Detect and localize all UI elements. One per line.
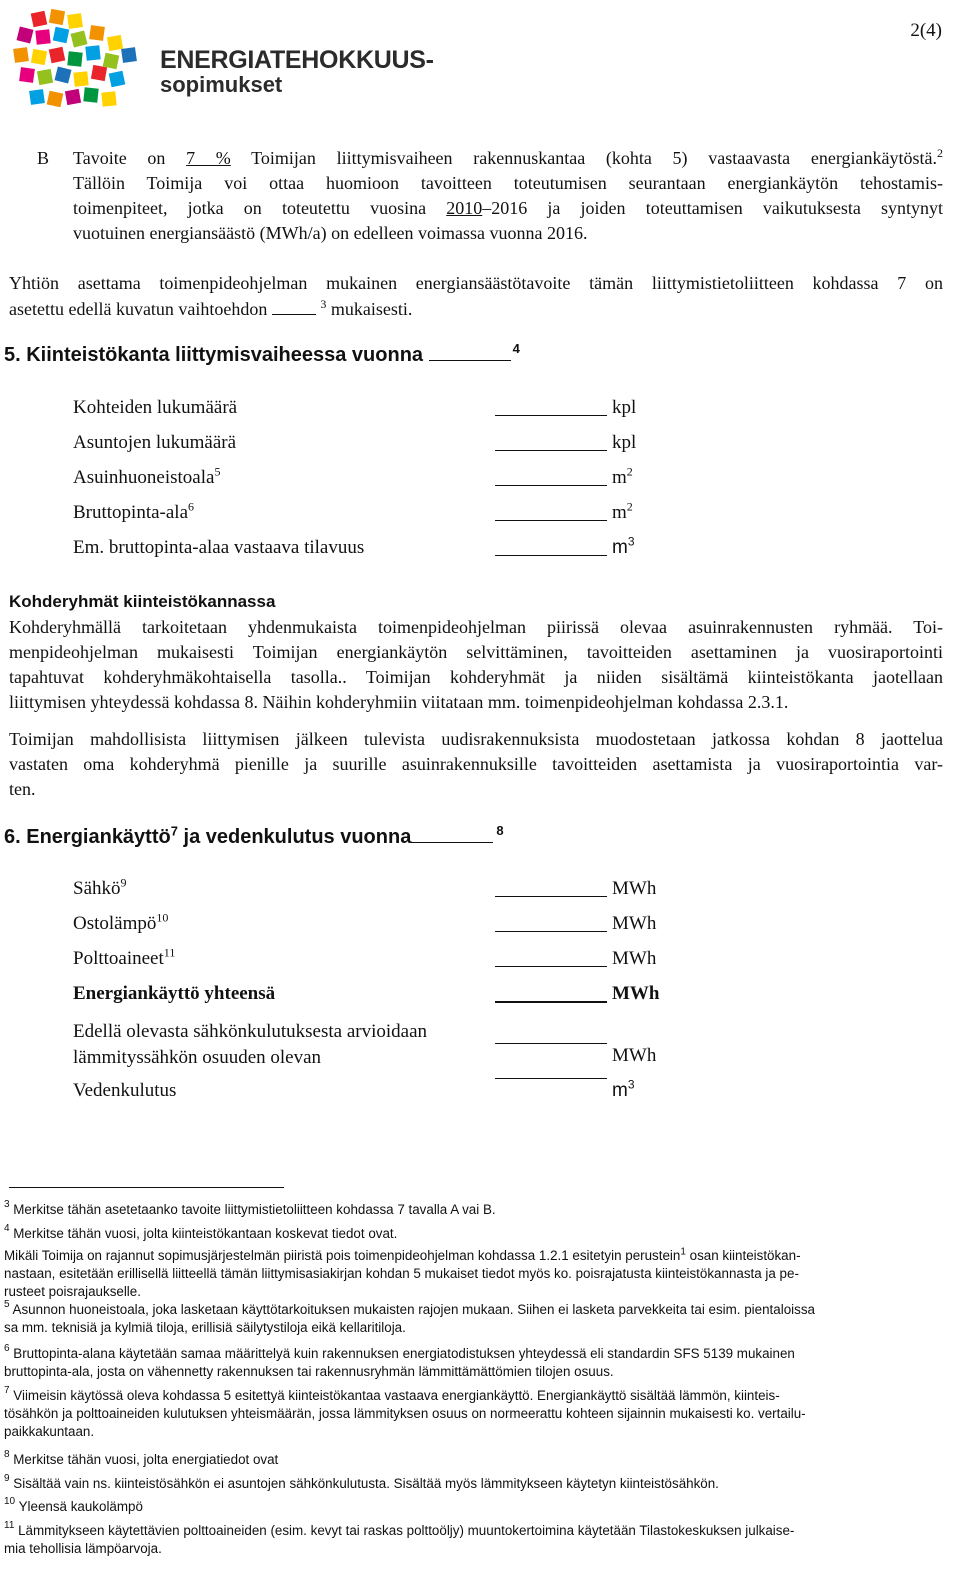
footnote-separator [9,1187,284,1188]
start-year: 2010 [446,198,483,218]
footnote: $^4$ Merkitse tähän vuosi, jolta kiinteistökantaan koskevat tiedot ovat. [4,1222,398,1241]
energy-row-unit: MWh [612,948,657,969]
kiinteisto-row-unit: $m^3$ [612,534,635,558]
kiinteisto-row-label: Asuntojen lukumäärä [73,432,237,453]
water-field[interactable] [495,1078,607,1079]
option-b-line-3: toimenpiteet, jotka on toteutettu vuosina 2010–2016 ja joiden toteuttamisen vaikutuksesta syntynyt [73,198,943,218]
energy-row-unit: MWh [612,983,660,1004]
energy-row-unit: MWh [612,878,657,899]
section-5-title: 5. Kiinteistökanta liittymisvaiheessa vuonna $^4$ [4,341,520,366]
footnote: $^{10}$ Yleensä kaukolämpö [4,1495,143,1514]
kiinteisto-row-unit: kpl [612,432,637,453]
energy-row-label: Ostolämpö$^{10}$ [73,910,169,934]
kiinteisto-row-unit: $m^2$ [612,499,633,523]
logo-mosaic-icon [10,6,152,116]
kiinteisto-row-field[interactable] [495,430,607,451]
target-groups-paragraph-2 [9,727,943,802]
option-b-line-2: Tällöin Toimija voi ottaa huomioon tavoitteen toteutumisen seurantaan energiankäytön tehostamis- [73,173,943,193]
program-line-2: asetettu edellä kuvatun vaihtoehdon $^3$ mukaisesti. [9,297,413,319]
kiinteisto-row-unit: $m^2$ [612,464,633,488]
kiinteisto-row-label: Bruttopinta-ala$^6$ [73,499,195,523]
kiinteisto-row-field[interactable] [495,465,607,486]
kiinteisto-row-label: Kohteiden lukumäärä [73,397,238,418]
kiinteisto-row-field[interactable] [495,535,607,556]
energy-row-label: Polttoaineet$^{11}$ [73,945,176,969]
target-groups-paragraph-1 [9,615,943,715]
kiinteisto-row-field[interactable] [495,395,607,416]
target-groups-p1-line: liittymisen yhteydessä kohdassa 8. Näihin kohderyhmiin viitataan mm. toimenpideohjelman kohdassa 2.3.1. [9,692,789,712]
section-6-year-blank[interactable] [411,826,493,843]
energy-row-unit: MWh [612,913,657,934]
energy-row-label: Energiankäyttö yhteensä [73,983,276,1004]
footnote: $^8$ Merkitse tähän vuosi, jolta energiatiedot ovat [4,1448,279,1467]
energy-row-field[interactable] [495,911,607,932]
target-groups-p2-line: vastaten oma kohderyhmä pienille ja suurille asuinrakennuksille tavoitteiden asettamista ja vuosiraportointia var- [9,754,943,774]
logo [10,6,434,116]
target-groups-p1-line: menpideohjelman mukaisesti Toimijan energiankäytön selvittäminen, tavoitteiden asettaminen ja vuosiraportointi [9,642,943,662]
logo-text-line1: ENERGIATEHOKKUUS- [160,46,434,74]
energy-row-label: Sähkö$^9$ [73,875,127,899]
section-6-title: 6. Energiankäyttö$^7$ ja vedenkulutus vuonna $^8$ [4,823,504,848]
option-b-line-4: vuotuinen energiansäästö (MWh/a) on edelleen voimassa vuonna 2016. [73,223,588,243]
target-percent: 7 % [186,148,231,168]
option-letter: B [37,148,50,168]
kiinteisto-row-label: Asuinhuoneistoala$^5$ [73,464,221,488]
water-unit: $m^3$ [612,1077,635,1101]
target-groups-heading: Kohderyhmät kiinteistökannassa [9,592,276,611]
footnote: Mikäli Toimija on rajannut sopimusjärjestelmän piiristä pois toimenpideohjelman kohdassa 1.2.1 esitetyin perustein$^1$ osan kiinteistökan- nastaan, esitetään erillisellä liitteellä tämän liittymisasiakirjan kohdan 5 mukaiset tiedot myös ko. poisrajatusta kiinteistökannasta ja pe- rusteet poisrajaukselle. [4,1246,801,1299]
program-line-1: Yhtiön asettama toimenpideohjelman mukainen energiansäästötavoite tämän liittymistietoliitteen kohdassa 7 on [9,273,943,293]
kiinteisto-row-unit: kpl [612,397,637,418]
footnote: $^{11}$ Lämmitykseen käytettävien polttoaineiden (esim. kevyt tai raskas polttoöljy) muuntokertoimina käytetään Tilastokeskuksen julkaise- mia tehollisia lämpöarvoja. [4,1519,795,1556]
target-groups-p2-line: Toimijan mahdollisista liittymisen jälkeen tulevista uudisrakennuksista muodostetaan jatkossa kohdan 8 jaottelua [9,729,943,749]
energy-row-field[interactable] [495,876,607,897]
footnote: $^6$ Bruttopinta-alana käytetään samaa määrittelyä kuin rakennuksen energiatodistuksen yhteydessä eli standardin SFS 5139 mukainen bruttopinta-ala, josta on vähennetty rakennuksen tai rakennusryhmän lämmittämättömien tilojen osuus. [4,1342,795,1379]
heating-share-field[interactable] [495,1043,607,1044]
kiinteisto-row-field[interactable] [495,500,607,521]
footnote: $^3$ Merkitse tähän asetetaanko tavoite liittymistietoliitteen kohdassa 7 tavalla A vai B. [4,1198,496,1217]
heating-share-label: Edellä olevasta sähkönkulutuksesta arvioidaan lämmityssähkön osuuden olevan [73,1021,428,1068]
target-groups-p2-line: ten. [9,779,36,799]
section-5-year-blank[interactable] [429,344,511,361]
logo-text-line2: sopimukset [160,72,283,97]
program-paragraph [9,271,943,322]
target-groups-p1-line: Kohderyhmällä tarkoitetaan yhdenmukaista toimenpideohjelman piirissä olevaa asuinrakennusten ryhmää. Toi- [9,617,943,637]
page-number: 2(4) [910,20,942,41]
option-blank[interactable] [272,296,316,315]
kiinteisto-row-label: Em. bruttopinta-alaa vastaava tilavuus [73,537,365,558]
target-groups-p1-line: tapahtuvat kohderyhmäkohtaisella tasolla.. Toimijan kohderyhmät ja niiden sisältämä kiinteistökanta jaotellaan [9,667,943,687]
footnote: $^7$ Viimeisin käytössä oleva kohdassa 5 esitettyä kiinteistökantaa vastaava energiankäyttö. Energiankäyttö sisältää lämmön, kiinteis- tösähkön ja polttoaineiden kulutuksen yhteismäärän, jossa lämmityksen osuus on normeerattu kohteen sijainnin mukaisesti ko. vertailu- paikkakuntaan. [4,1384,806,1439]
energy-row-field[interactable] [495,981,607,1003]
water-label: Vedenkulutus [73,1080,177,1101]
option-b-line-1: Tavoite on 7 % Toimijan liittymisvaiheen rakennuskantaa (kohta 5) vastaavasta energiankäytöstä.$^2$ [73,146,943,168]
footnote: $^9$ Sisältää vain ns. kiinteistösähkön ei asuntojen sähkönkulutusta. Sisältää myös lämmitykseen käytetyn kiinteistösähkön. [4,1472,719,1491]
energy-row-field[interactable] [495,946,607,967]
footnote: $^5$ Asunnon huoneistoala, joka lasketaan käyttötarkoituksen mukaisten rajojen mukaan. Siihen ei lasketa parvekkeita tai esim. pientaloissa sa mm. teknisiä ja kylmiä tiloja, erillisiä säilytystiloja eikä kellaritiloja. [4,1298,815,1335]
option-b-paragraph [73,146,943,246]
heating-share-unit: MWh [612,1045,657,1066]
